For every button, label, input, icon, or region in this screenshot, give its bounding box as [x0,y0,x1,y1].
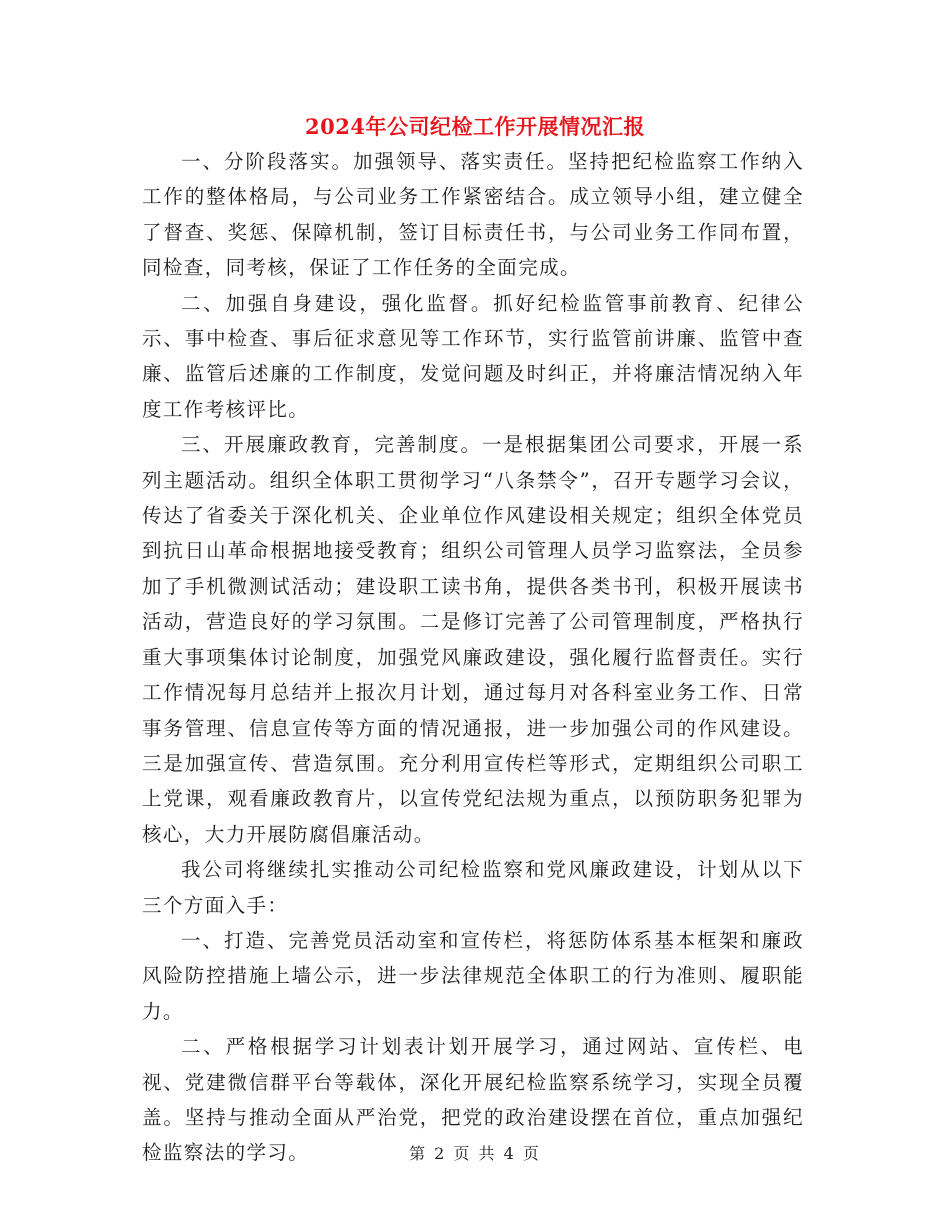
paragraph-4: 我公司将继续扎实推动公司纪检监察和党风廉政建设，计划从以下三个方面入手： [142,858,804,917]
paragraph-3: 三、开展廉政教育，完善制度。一是根据集团公司要求，开展一系列主题活动。组织全体职工贯彻学习“八条禁令”，召开专题学习会议，传达了省委关于深化机关、企业单位作风建设相关规定；组织全体党员到抗日山革命根据地接受教育；组织公司管理人员学习监察法，全员参加了手机微测试活动；建设职工读书角，提供各类书刊，积极开展读书活动，营造良好的学习氛围。二是修订完善了公司管理制度，严格执行重大事项集体讨论制度，加强党风廉政建设，强化履行监督责任。实行工作情况每月总结并上报次月计划，通过每月对各科室业务工作、日常事务管理、信息宣传等方面的情况通报，进一步加强公司的作风建设。三是加强宣传、营造氛围。充分利用宣传栏等形式，定期组织公司职工上党课，观看廉政教育片，以宣传党纪法规为重点，以预防职务犯罪为核心，大力开展防腐倡廉活动。 [142,433,804,846]
page-number-footer: 第 2 页 共 4 页 [409,1144,541,1163]
document-body [142,144,804,1171]
paragraph-2: 二、加强自身建设，强化监督。抓好纪检监管事前教育、纪律公示、事中检查、事后征求意见等工作环节，实行监管前讲廉、监管中查廉、监管后述廉的工作制度，发觉问题及时纠正，并将廉洁情况纳入年度工作考核评比。 [142,291,804,421]
document-title: 2024年公司纪检工作开展情况汇报 [305,114,645,139]
paragraph-6: 二、严格根据学习计划表计划开展学习，通过网站、宣传栏、电视、党建微信群平台等载体，深化开展纪检监察系统学习，实现全员覆盖。坚持与推动全面从严治党，把党的政治建设摆在首位，重点加强纪检监察法的学习。 [142,1035,804,1165]
paragraph-1: 一、分阶段落实。加强领导、落实责任。坚持把纪检监察工作纳入工作的整体格局，与公司业务工作紧密结合。成立领导小组，建立健全了督查、奖惩、保障机制，签订目标责任书，与公司业务工作同布置，同检查，同考核，保证了工作任务的全面完成。 [142,150,804,280]
paragraph-5: 一、打造、完善党员活动室和宣传栏，将惩防体系基本框架和廉政风险防控措施上墙公示，进一步法律规范全体职工的行为准则、履职能力。 [142,928,804,1023]
